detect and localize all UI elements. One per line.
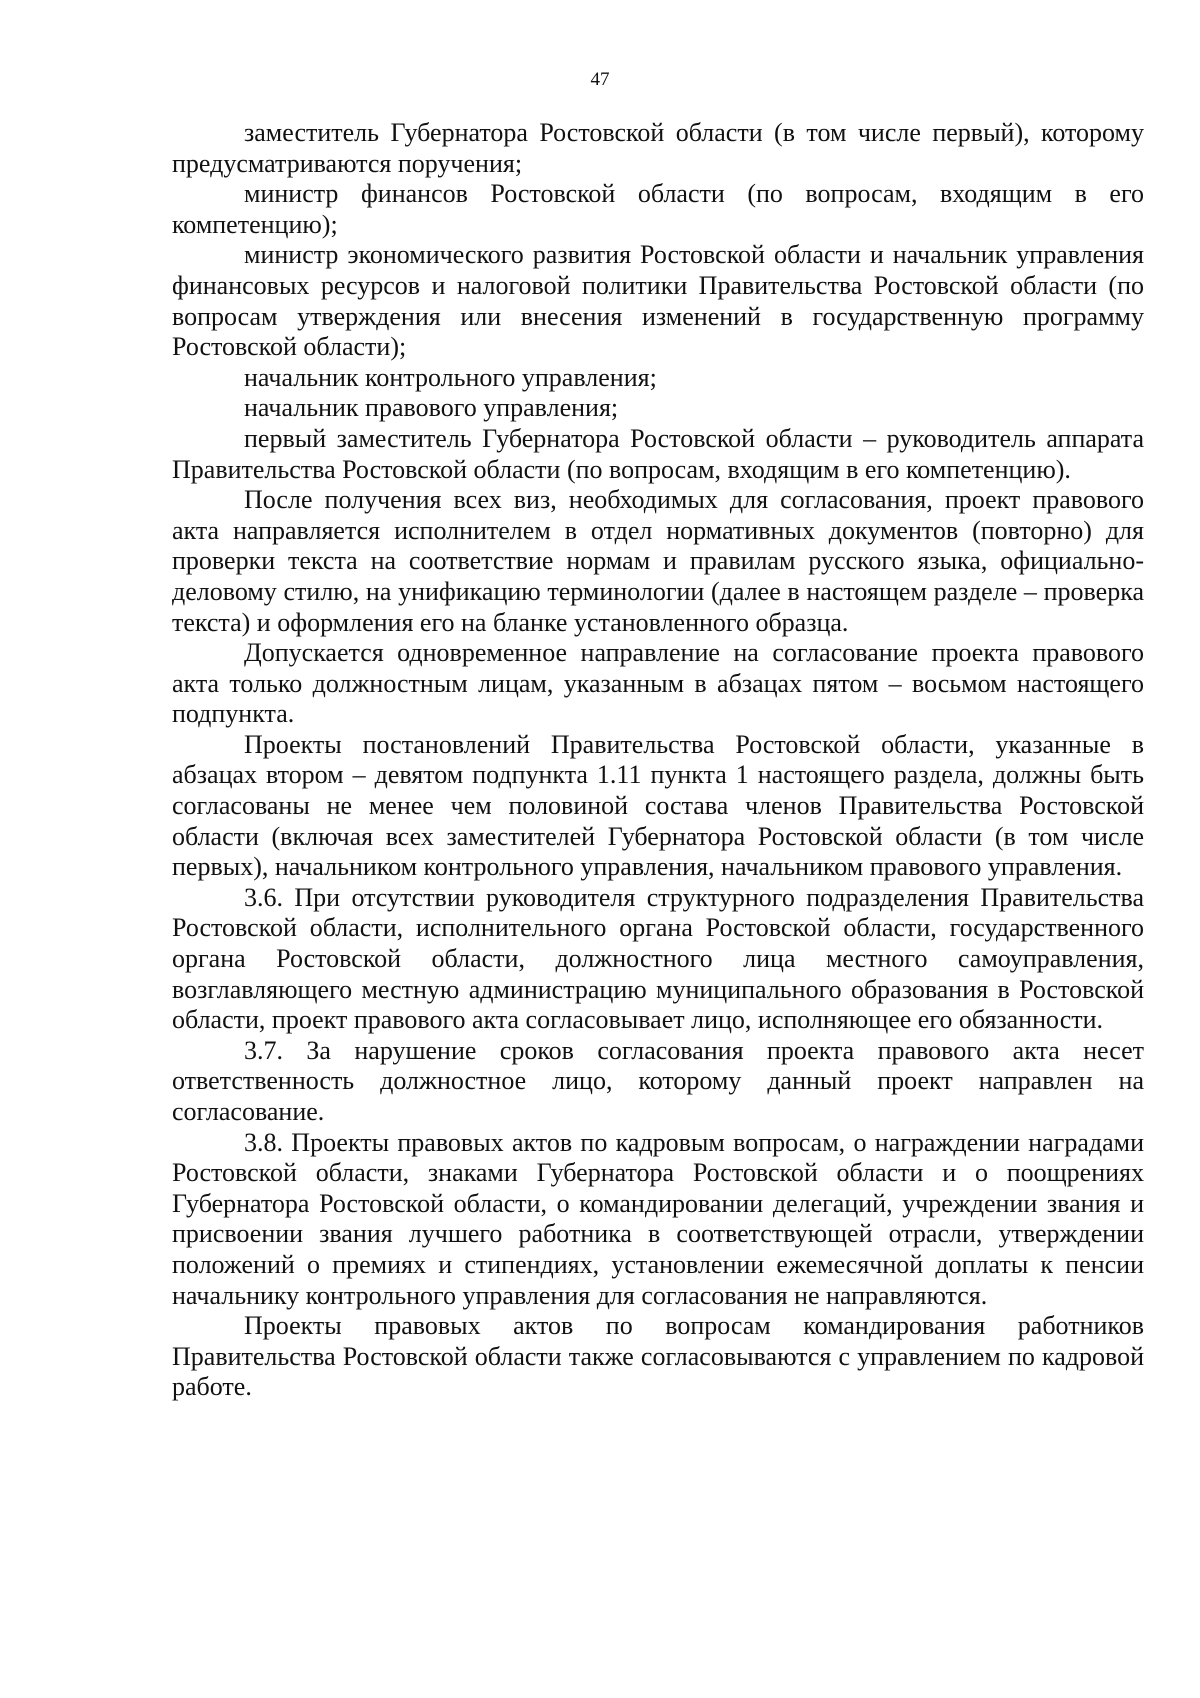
paragraph-deputy-governor: заместитель Губернатора Ростовской области (в том числе первый), которому предусматриваются поручения; <box>172 118 1144 178</box>
paragraph-after-visas: После получения всех виз, необходимых для согласования, проект правового акта направляется исполнителем в отдел нормативных документов (повторно) для проверки текста на соответствие нормам и правилам русского языка, официально-деловому стилю, на унификацию терминологии (далее в настоящем разделе – проверка текста) и оформления его на бланке установленного образца. <box>172 485 1144 637</box>
paragraph-control-department: начальник контрольного управления; <box>244 362 657 392</box>
paragraph-section-3-7: 3.7. За нарушение сроков согласования проекта правового акта несет ответственность должностное лицо, которому данный проект направлен на согласование. <box>172 1035 1144 1126</box>
paragraph-section-3-6: 3.6. При отсутствии руководителя структурного подразделения Правительства Ростовской области, исполнительного органа Ростовской области, государственного органа Ростовской области, должностного лица местного самоуправления, возглавляющего местную администрацию муниципального образования в Ростовской области, проект правового акта согласовывает лицо, исполняющее его обязанности. <box>172 882 1144 1035</box>
document-body <box>172 118 1144 1403</box>
paragraph-government-resolutions: Проекты постановлений Правительства Ростовской области, указанные в абзацах втором – девятом подпункта 1.11 пункта 1 настоящего раздела, должны быть согласованы не менее чем половиной состава членов Правительства Ростовской области (включая всех заместителей Губернатора Ростовской области (в том числе первых), начальником контрольного управления, начальником правового управления. <box>172 729 1144 882</box>
paragraph-finance-minister: министр финансов Ростовской области (по вопросам, входящим в его компетенцию); <box>172 179 1144 239</box>
paragraph-first-deputy: первый заместитель Губернатора Ростовской области – руководитель аппарата Правительства Ростовской области (по вопросам, входящим в его компетенцию). <box>172 423 1144 484</box>
paragraph-business-trips: Проекты правовых актов по вопросам командирования работников Правительства Ростовской области также согласовываются с управлением по кадровой работе. <box>172 1311 1144 1402</box>
paragraph-simultaneous-approval: Допускается одновременное направление на согласование проекта правового акта только должностным лицам, указанным в абзацах пятом – восьмом настоящего подпункта. <box>172 638 1144 729</box>
paragraph-economy-minister: министр экономического развития Ростовской области и начальник управления финансовых ресурсов и налоговой политики Правительства Ростовской области (по вопросам утверждения или внесения изменений в государственную программу Ростовской области); <box>172 240 1144 362</box>
page-number: 47 <box>590 69 610 90</box>
paragraph-section-3-8: 3.8. Проекты правовых актов по кадровым вопросам, о награждении наградами Ростовской области, знаками Губернатора Ростовской области и о поощрениях Губернатора Ростовской области, о командировании делегаций, учреждении звания и присвоении звания лучшего работника в соответствующей отрасли, утверждении положений о премиях и стипендиях, установлении ежемесячной доплаты к пенсии начальнику контрольного управления для согласования не направляются. <box>172 1127 1144 1310</box>
paragraph-legal-department: начальник правового управления; <box>244 393 619 423</box>
